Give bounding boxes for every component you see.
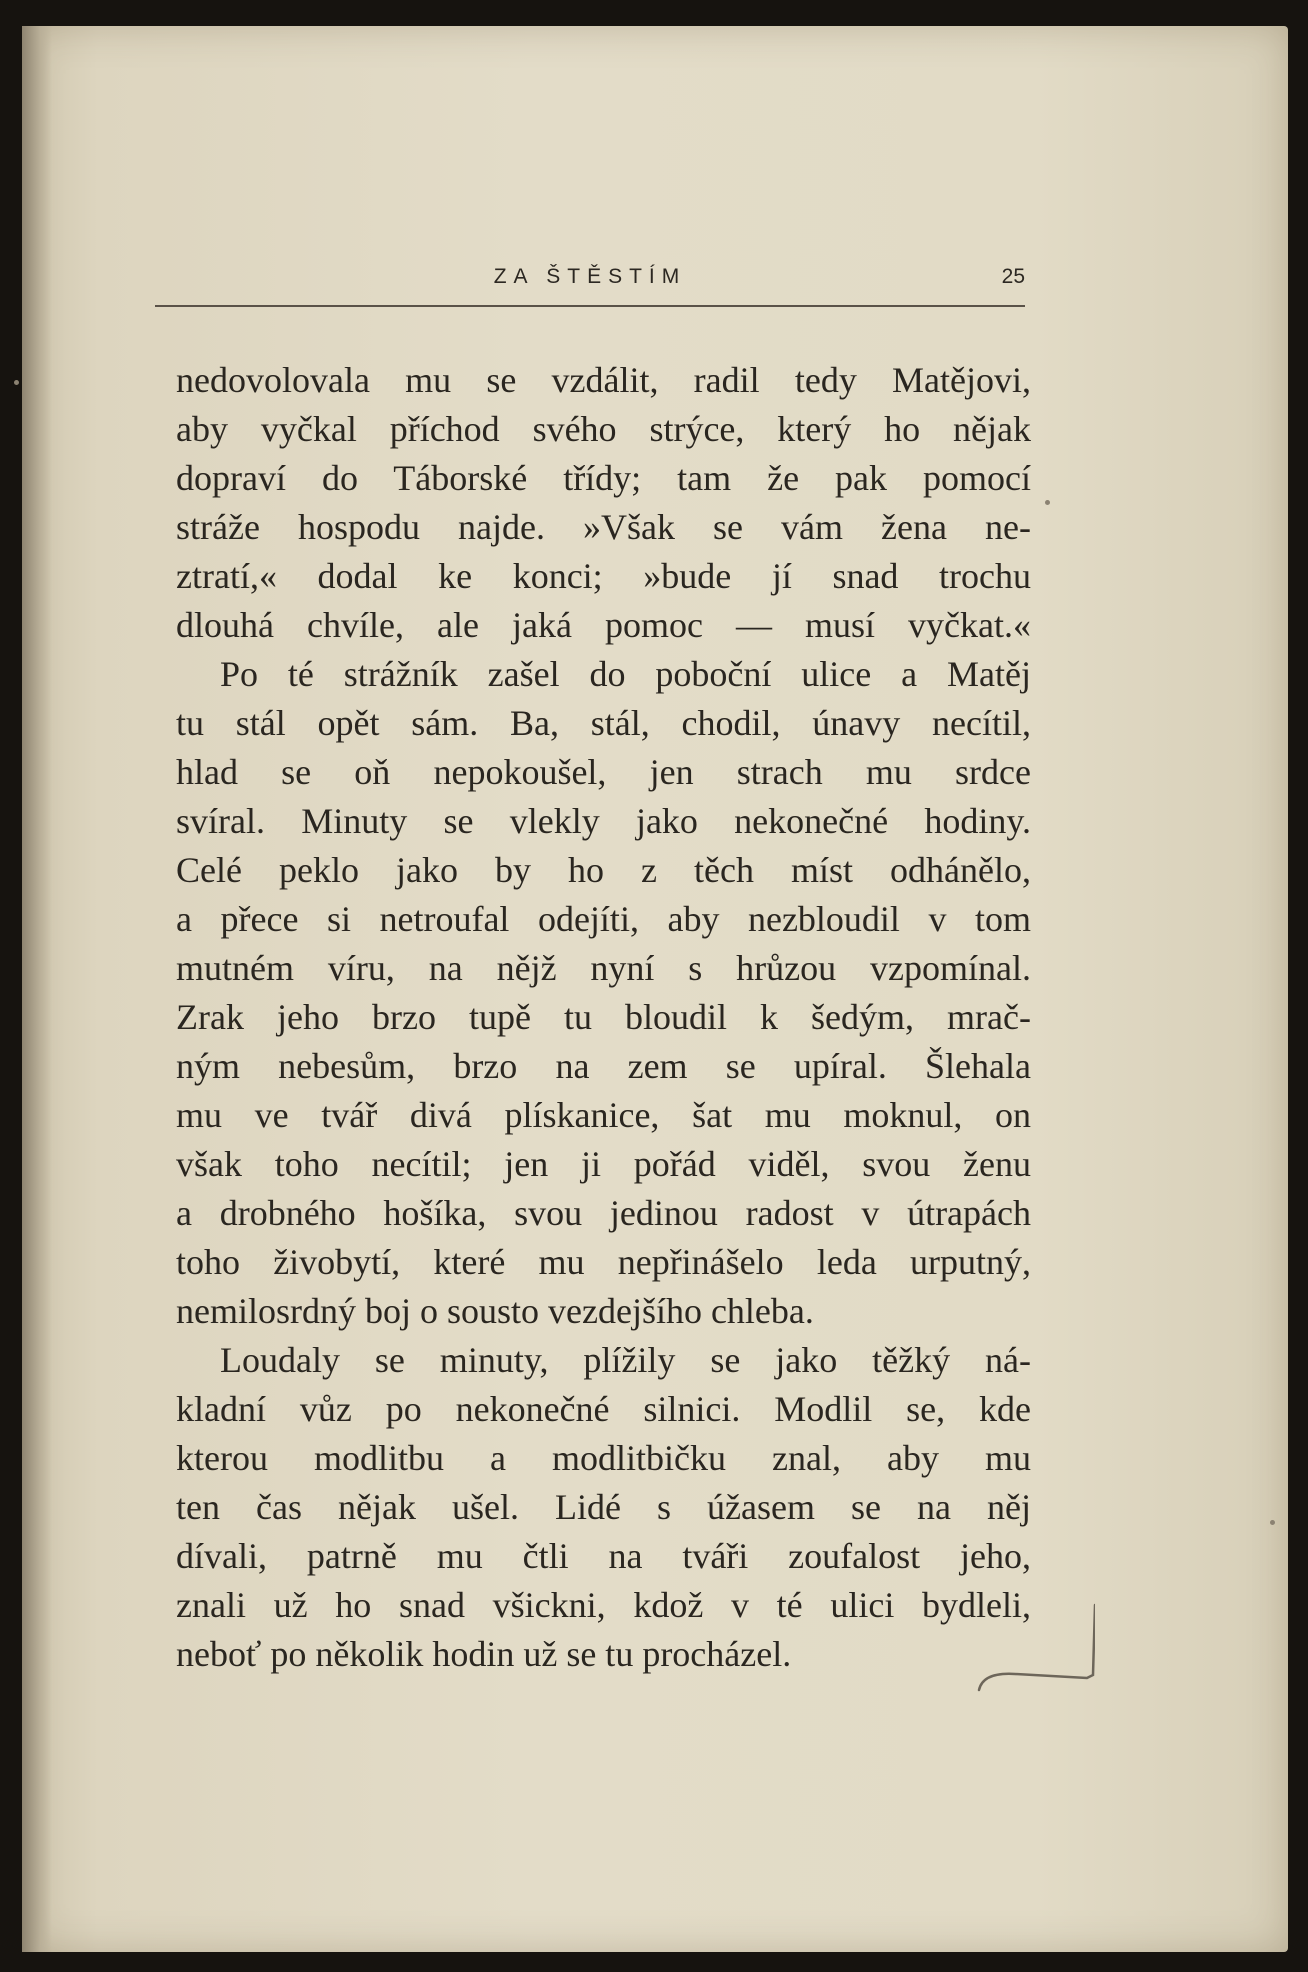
page-gutter — [22, 26, 52, 1952]
text-line: aby vyčkal příchod svého strýce, který ho nějak — [176, 409, 1031, 449]
text-line: nemilosrdný boj o sousto vezdejšího chleba. — [176, 1291, 814, 1331]
text-line: hlad se oň nepokoušel, jen strach mu srdce — [176, 752, 1031, 792]
running-header — [155, 243, 1025, 307]
text-line: Loudaly se minuty, plížily se jako těžký ná- — [220, 1340, 1031, 1380]
text-line: stráže hospodu najde. »Však se vám žena ne- — [176, 507, 1031, 547]
text-line: neboť po několik hodin už se tu procházel. — [176, 1634, 792, 1674]
paper-speck — [1270, 1520, 1275, 1525]
text-line: mu ve tvář divá plískanice, šat mu moknul, on — [176, 1095, 1031, 1135]
text-line: znali už ho snad všickni, kdož v té ulici bydleli, — [176, 1585, 1031, 1625]
text-line: toho živobytí, které mu nepřinášelo leda urputný, — [176, 1242, 1031, 1282]
text-line: ným nebesům, brzo na zem se upíral. Šlehala — [176, 1046, 1031, 1086]
body-text — [176, 356, 1031, 1679]
text-line: dlouhá chvíle, ale jaká pomoc — musí vyčkat.« — [176, 605, 1031, 645]
text-line: kterou modlitbu a modlitbičku znal, aby mu — [176, 1438, 1031, 1478]
text-line: ten čas nějak ušel. Lidé s úžasem se na něj — [176, 1487, 1031, 1527]
text-line: ztratí,« dodal ke konci; »bude jí snad trochu — [176, 556, 1031, 596]
text-line: kladní vůz po nekonečné silnici. Modlil se, kde — [176, 1389, 1031, 1429]
text-line: nedovolovala mu se vzdálit, radil tedy Matějovi, — [176, 360, 1031, 400]
text-line: tu stál opět sám. Ba, stál, chodil, únavy necítil, — [176, 703, 1031, 743]
text-line: Po té strážník zašel do poboční ulice a Matěj — [220, 654, 1031, 694]
text-line: dívali, patrně mu čtli na tváři zoufalost jeho, — [176, 1536, 1031, 1576]
pencil-end-mark — [975, 1600, 1095, 1720]
text-line: svíral. Minuty se vlekly jako nekonečné hodiny. — [176, 801, 1031, 841]
paper-speck — [1045, 500, 1050, 505]
page-number: 25 — [1001, 265, 1025, 288]
text-line: však toho necítil; jen ji pořád viděl, svou ženu — [176, 1144, 1031, 1184]
text-line: a přece si netroufal odejíti, aby nezbloudil v tom — [176, 899, 1031, 939]
running-title: ZA ŠTĚSTÍM — [493, 265, 687, 288]
text-line: Zrak jeho brzo tupě tu bloudil k šedým, mrač- — [176, 997, 1031, 1037]
text-line: a drobného hošíka, svou jedinou radost v útrapách — [176, 1193, 1031, 1233]
text-line: Celé peklo jako by ho z těch míst odhánělo, — [176, 850, 1031, 890]
paper-speck — [14, 380, 19, 385]
text-line: dopraví do Táborské třídy; tam že pak pomocí — [176, 458, 1031, 498]
text-line: mutném víru, na nějž nyní s hrůzou vzpomínal. — [176, 948, 1031, 988]
